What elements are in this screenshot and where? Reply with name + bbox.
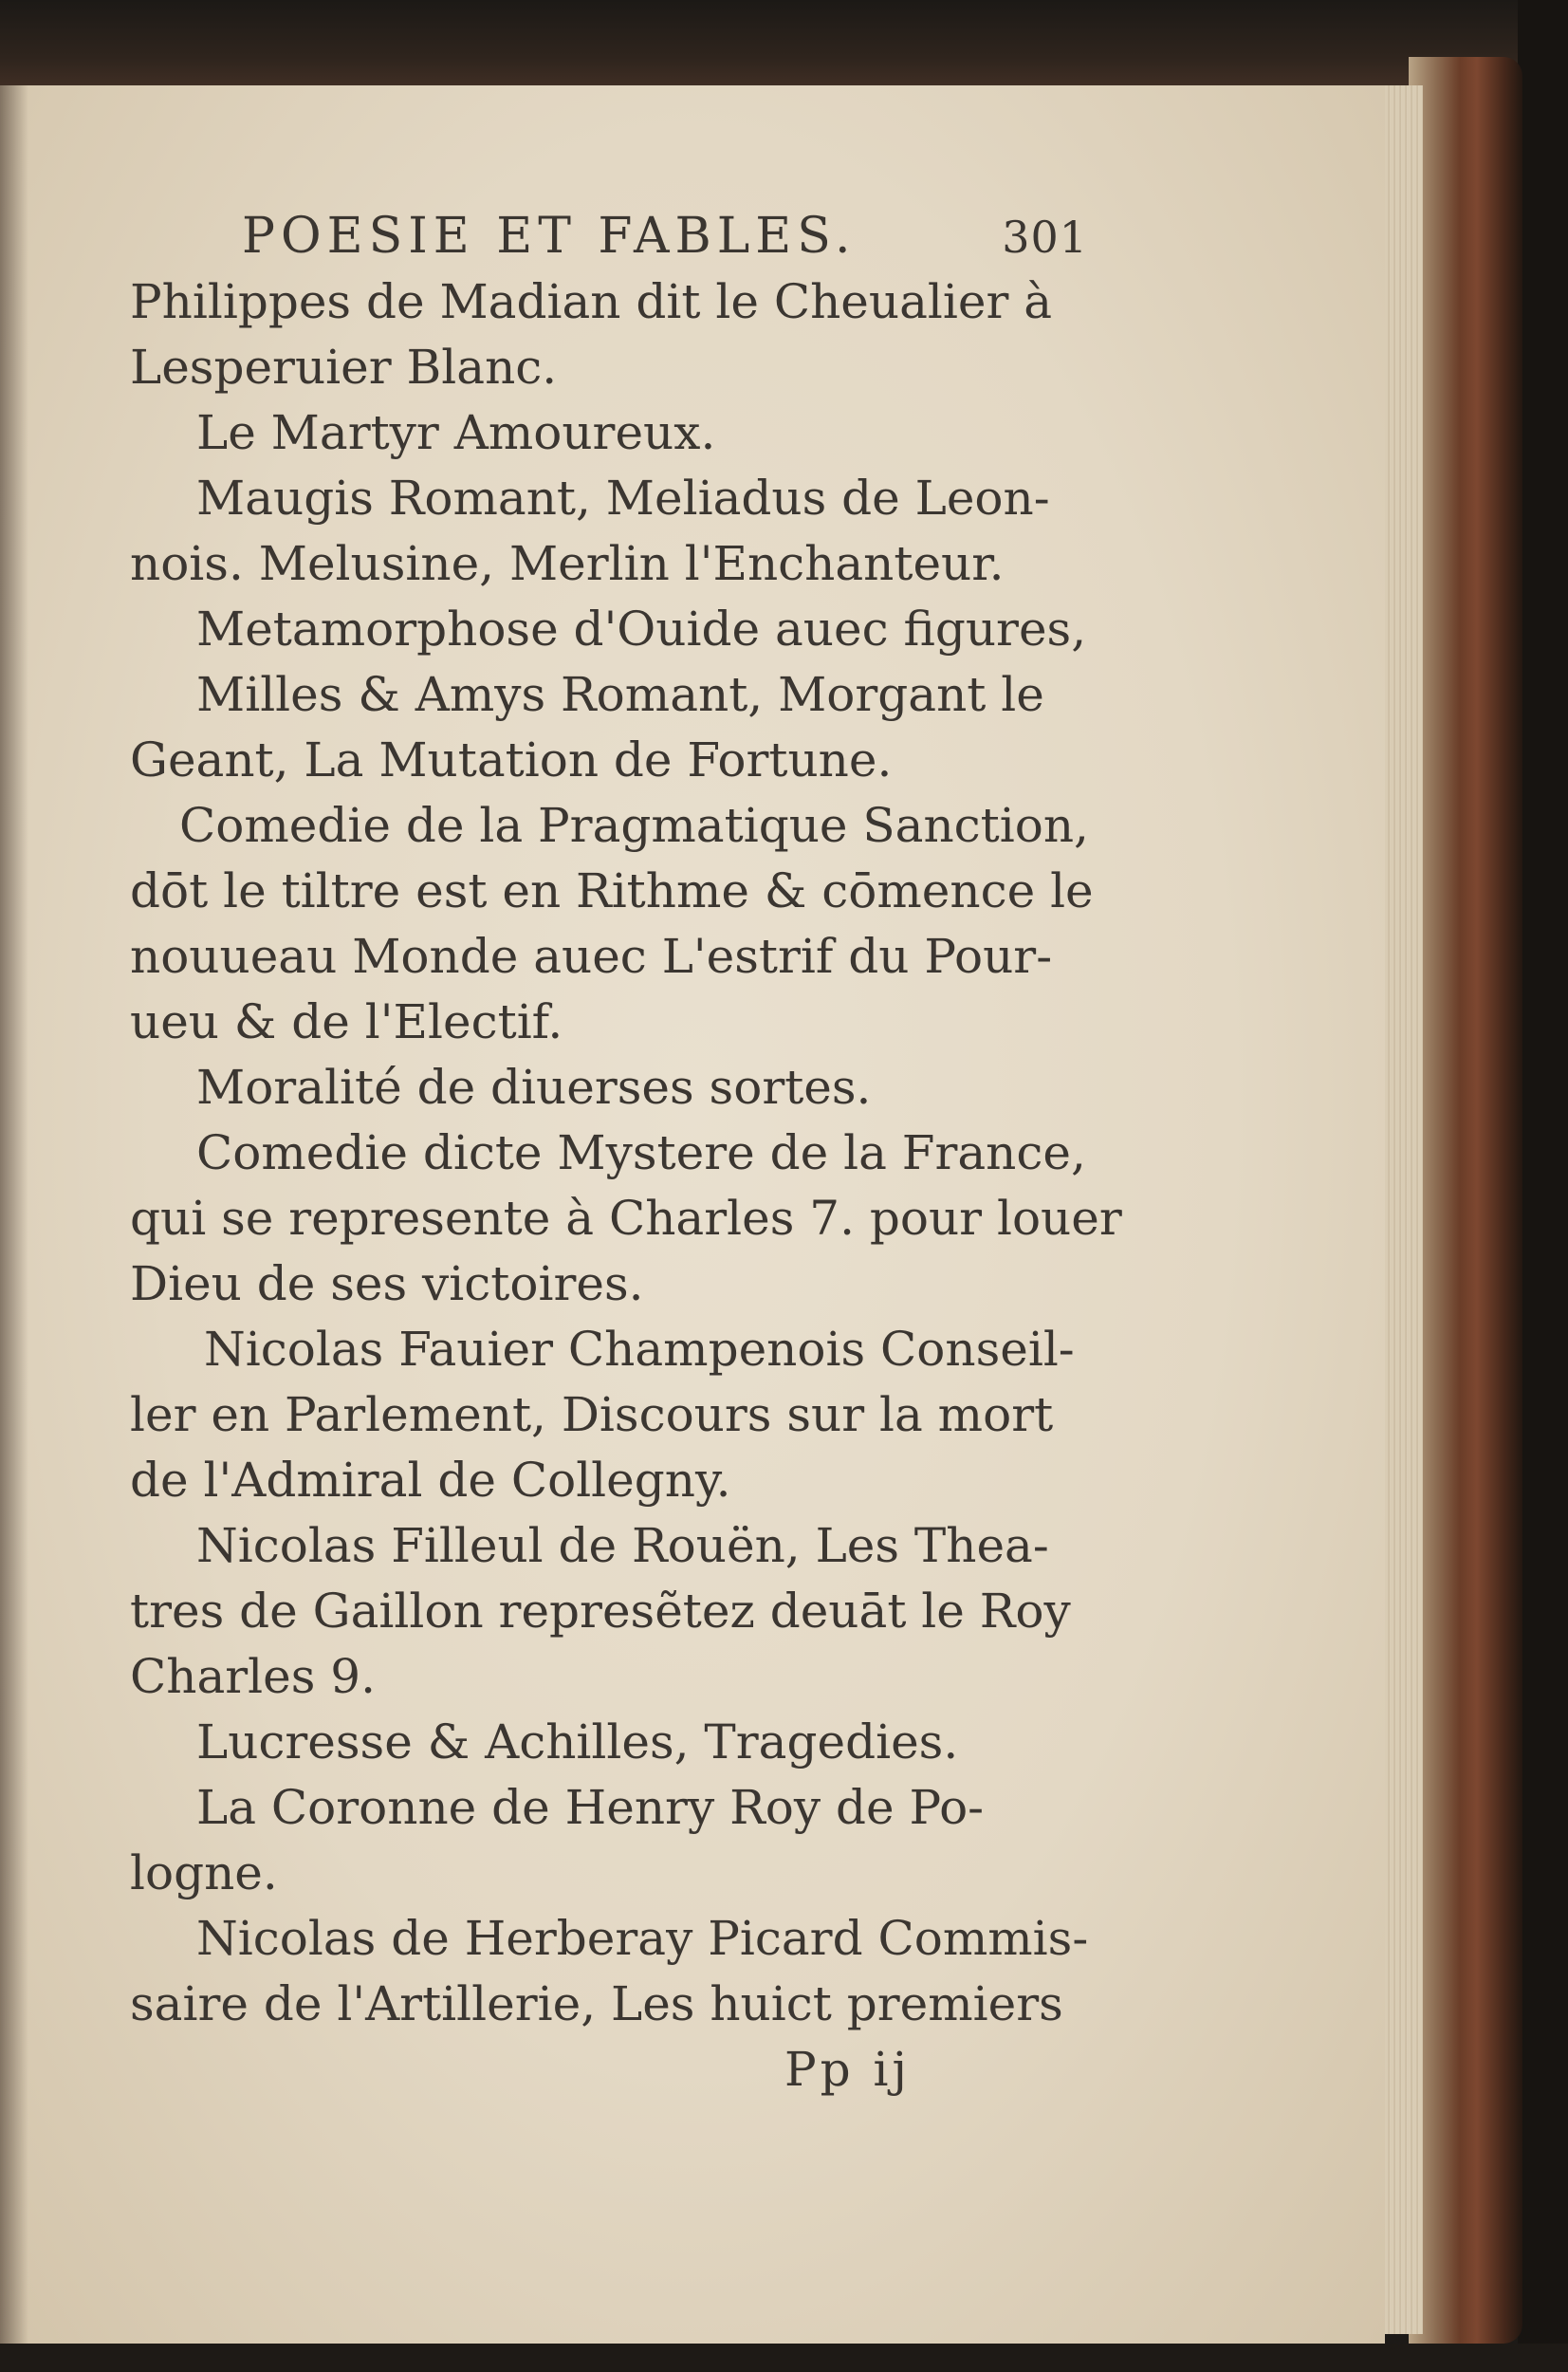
text-line-17: Nicolas Fauier Champenois Conseil-	[204, 1322, 1075, 1377]
text-line-14: Comedie dicte Mystere de la France,	[196, 1125, 1086, 1180]
text-line-15: qui se represente à Charles 7. pour louer	[130, 1191, 1122, 1246]
text-line-16: Dieu de ses victoires.	[130, 1256, 644, 1311]
running-head-title: POESIE ET FABLES.	[242, 208, 857, 265]
scan-bottom-edge	[0, 2344, 1568, 2372]
page-text-block	[130, 204, 1122, 2103]
text-line-4: Maugis Romant, Meliadus de Leon-	[196, 471, 1050, 526]
book-binding-edge	[1409, 57, 1522, 2344]
text-line-20: Nicolas Filleul de Rouën, Les Thea-	[196, 1518, 1049, 1573]
text-line-5: nois. Melusine, Merlin l'Enchanteur.	[130, 536, 1005, 591]
text-line-24: La Coronne de Henry Roy de Po-	[196, 1780, 985, 1835]
text-line-11: nouueau Monde auec L'estrif du Pour-	[130, 929, 1053, 984]
signature-mark: Pp ij	[784, 2042, 912, 2097]
text-line-13: Moralité de diuerses sortes.	[196, 1060, 872, 1115]
text-line-9: Comedie de la Pragmatique Sanction,	[179, 798, 1089, 853]
text-line-10: dōt le tiltre est en Rithme & cōmence le	[130, 863, 1094, 918]
text-line-27: saire de l'Artillerie, Les huict premiers	[130, 1976, 1063, 2031]
text-line-12: ueu & de l'Electif.	[130, 994, 563, 1049]
text-line-1: Philippes de Madian dit le Cheualier à	[130, 274, 1053, 329]
text-line-6: Metamorphose d'Ouide auec figures,	[196, 602, 1087, 657]
scan-right-background	[1518, 0, 1568, 2372]
text-line-25: logne.	[130, 1845, 278, 1900]
text-line-3: Le Martyr Amoureux.	[196, 405, 716, 460]
text-line-26: Nicolas de Herberay Picard Commis-	[196, 1911, 1089, 1966]
page-left-shadow	[0, 85, 28, 2344]
text-line-2: Lesperuier Blanc.	[130, 340, 558, 395]
text-line-8: Geant, La Mutation de Fortune.	[130, 732, 893, 788]
running-head	[130, 204, 1088, 269]
page-number: 301	[1002, 212, 1088, 263]
text-line-22: Charles 9.	[130, 1649, 377, 1704]
text-line-23: Lucresse & Achilles, Tragedies.	[196, 1714, 959, 1770]
text-line-18: ler en Parlement, Discours sur la mort	[130, 1387, 1054, 1442]
text-line-21: tres de Gaillon represẽtez deuāt le Roy	[130, 1584, 1071, 1639]
text-line-19: de l'Admiral de Collegny.	[130, 1453, 731, 1508]
text-line-7: Milles & Amys Romant, Morgant le	[196, 667, 1044, 722]
